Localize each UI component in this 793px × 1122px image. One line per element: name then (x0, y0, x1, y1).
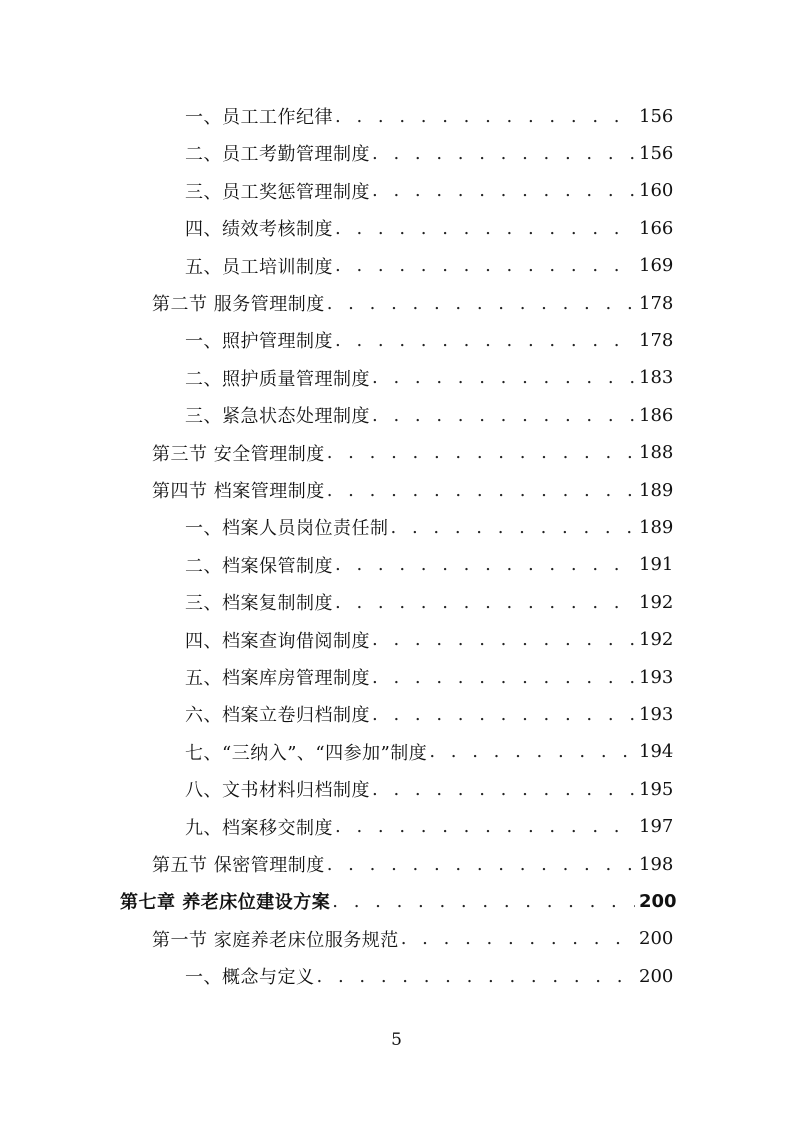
toc-subsection-entry[interactable] (185, 699, 673, 729)
toc-subsection-entry[interactable] (185, 625, 673, 655)
toc-row (0, 737, 793, 767)
toc-row (0, 213, 793, 243)
toc-dot-leader (372, 704, 635, 725)
toc-subsection-entry[interactable] (185, 101, 673, 131)
toc-dot-leader (335, 592, 635, 613)
toc-dot-leader (327, 480, 635, 501)
toc-row (0, 625, 793, 655)
toc-dot-leader (372, 629, 635, 650)
toc-row (0, 475, 793, 505)
toc-entry-title: 第二节 服务管理制度 (152, 294, 325, 315)
toc-entry-title: 二、员工考勤管理制度 (185, 144, 370, 166)
toc-row (0, 363, 793, 393)
toc-row (0, 812, 793, 842)
toc-dot-leader (317, 966, 636, 987)
toc-subsection-entry[interactable] (185, 737, 673, 767)
toc-dot-leader (372, 367, 635, 388)
toc-dot-leader (401, 928, 635, 949)
toc-entry-title: 四、绩效考核制度 (185, 219, 333, 241)
toc-entry-title: 八、文书材料归档制度 (185, 780, 370, 802)
toc-subsection-entry[interactable] (185, 587, 673, 617)
toc-dot-leader (372, 180, 635, 201)
toc-row (0, 886, 793, 916)
toc-entry-title: 第五节 保密管理制度 (152, 855, 325, 876)
toc-entry-title: 三、员工奖惩管理制度 (185, 181, 370, 203)
toc-entry-title: 六、档案立卷归档制度 (185, 705, 370, 727)
toc-dot-leader (335, 816, 635, 837)
toc-entry-title: 四、档案查询借阅制度 (185, 630, 370, 652)
toc-row (0, 550, 793, 580)
toc-row (0, 774, 793, 804)
toc-entry-page: 166 (639, 217, 674, 239)
toc-dot-leader (327, 442, 635, 463)
toc-subsection-entry[interactable] (185, 512, 673, 542)
toc-subsection-entry[interactable] (185, 961, 673, 991)
toc-row (0, 176, 793, 206)
toc-dot-leader (372, 405, 635, 426)
toc-entry-title: 一、概念与定义 (185, 967, 315, 989)
toc-row (0, 288, 793, 318)
toc-entry-page: 186 (639, 404, 674, 426)
toc-row (0, 512, 793, 542)
toc-entry-page: 160 (639, 180, 674, 202)
toc-entry-page: 189 (639, 479, 674, 501)
toc-entry-title: 一、员工工作纪律 (185, 107, 333, 128)
toc-entry-title: 五、档案库房管理制度 (185, 668, 370, 689)
toc-row (0, 662, 793, 692)
toc-entry-title: 五、员工培训制度 (185, 256, 333, 278)
toc-subsection-entry[interactable] (185, 213, 673, 243)
toc-dot-leader (372, 143, 635, 164)
toc-entry-page: 200 (639, 890, 677, 912)
toc-subsection-entry[interactable] (185, 363, 673, 393)
toc-row (0, 924, 793, 954)
page-number: 5 (391, 1030, 402, 1050)
toc-entry-page: 156 (639, 105, 674, 127)
toc-entry-page: 183 (639, 367, 674, 389)
toc-chapter-entry[interactable] (120, 886, 677, 916)
toc-entry-title: 第七章 养老床位建设方案 (120, 892, 331, 914)
toc-entry-page: 191 (639, 554, 674, 576)
toc-entry-page: 169 (639, 255, 674, 277)
toc-subsection-entry[interactable] (185, 138, 673, 168)
toc-section-entry[interactable] (152, 849, 673, 879)
toc-row (0, 325, 793, 355)
toc-entry-page: 194 (639, 741, 674, 763)
toc-entry-page: 192 (639, 591, 674, 613)
toc-row (0, 961, 793, 991)
toc-entry-title: 一、档案人员岗位责任制 (185, 518, 389, 540)
toc-subsection-entry[interactable] (185, 774, 673, 804)
toc-entry-page: 156 (639, 142, 674, 164)
toc-subsection-entry[interactable] (185, 325, 673, 355)
toc-row (0, 400, 793, 430)
toc-entry-page: 198 (639, 853, 674, 875)
toc-row (0, 438, 793, 468)
toc-dot-leader (332, 891, 635, 912)
toc-entry-page: 200 (639, 965, 674, 987)
toc-entry-title: 七、“三纳入”、“四参加”制度 (185, 742, 428, 764)
toc-entry-title: 第一节 家庭养老床位服务规范 (152, 929, 399, 951)
toc-entry-page: 200 (639, 928, 674, 950)
toc-subsection-entry[interactable] (185, 176, 673, 206)
toc-row (0, 699, 793, 729)
toc-entry-page: 178 (639, 329, 674, 351)
toc-entry-page: 189 (639, 516, 674, 538)
toc-entry-title: 九、档案移交制度 (185, 817, 333, 839)
toc-subsection-entry[interactable] (185, 251, 673, 281)
toc-entry-page: 193 (639, 666, 674, 688)
toc-section-entry[interactable] (152, 475, 673, 505)
toc-subsection-entry[interactable] (185, 662, 673, 692)
toc-subsection-entry[interactable] (185, 400, 673, 430)
toc-entry-page: 188 (639, 442, 674, 464)
toc-dot-leader (429, 741, 635, 762)
toc-dot-leader (372, 779, 635, 800)
toc-entry-page: 195 (639, 778, 674, 800)
toc-entry-title: 第四节 档案管理制度 (152, 481, 325, 502)
toc-dot-leader (335, 330, 635, 351)
toc-entry-title: 三、紧急状态处理制度 (185, 406, 370, 428)
toc-dot-leader (335, 554, 635, 575)
toc-entry-title: 二、档案保管制度 (185, 555, 333, 577)
toc-entry-title: 第三节 安全管理制度 (152, 443, 325, 465)
toc-dot-leader (327, 854, 635, 875)
toc-row (0, 849, 793, 879)
toc-dot-leader (335, 106, 635, 127)
toc-section-entry[interactable] (152, 288, 673, 318)
toc-row (0, 138, 793, 168)
toc-dot-leader (391, 517, 636, 538)
toc-dot-leader (372, 667, 635, 688)
toc-subsection-entry[interactable] (185, 550, 673, 580)
toc-entry-title: 二、照护质量管理制度 (185, 368, 370, 390)
toc-dot-leader (335, 218, 635, 239)
toc-section-entry[interactable] (152, 924, 673, 954)
toc-row (0, 251, 793, 281)
toc-row (0, 101, 793, 131)
toc-subsection-entry[interactable] (185, 812, 673, 842)
toc-entry-page: 192 (639, 629, 674, 651)
toc-dot-leader (335, 255, 635, 276)
toc-entry-title: 一、照护管理制度 (185, 331, 333, 353)
toc-section-entry[interactable] (152, 438, 673, 468)
toc-entry-page: 193 (639, 703, 674, 725)
toc-row (0, 587, 793, 617)
toc-entry-page: 178 (639, 292, 674, 314)
toc-entry-title: 三、档案复制制度 (185, 593, 333, 615)
toc-entry-page: 197 (639, 816, 674, 838)
toc-dot-leader (327, 293, 635, 314)
